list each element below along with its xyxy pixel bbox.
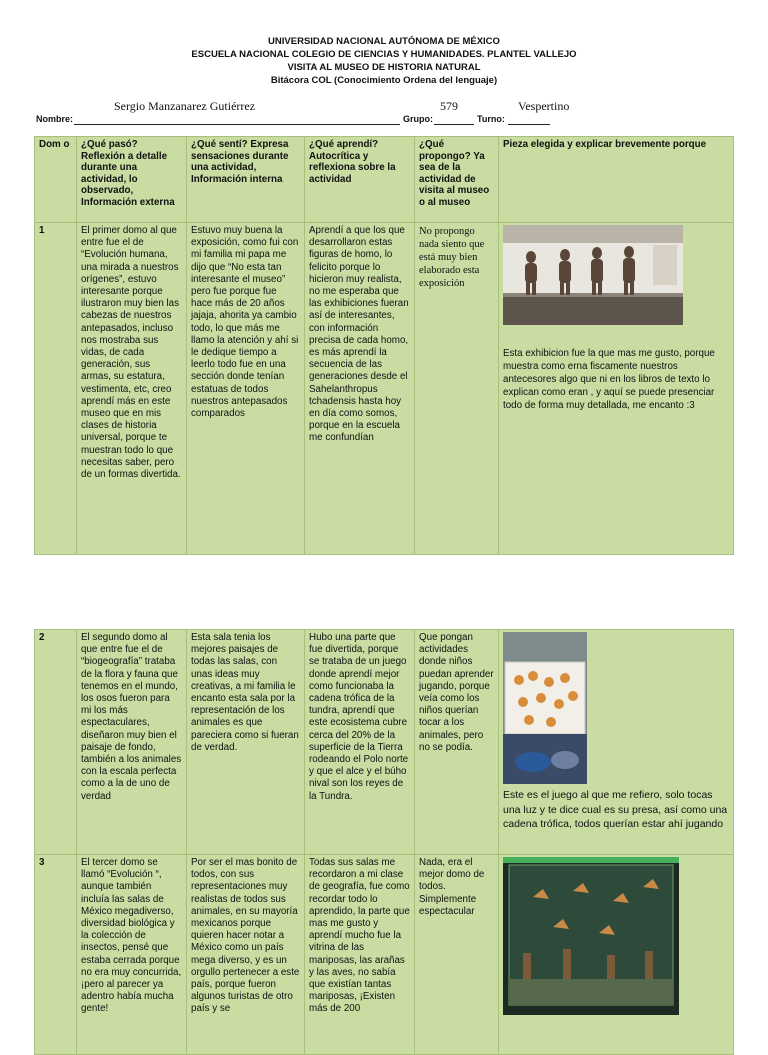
log-table-part1 [34,136,734,555]
cell-chosen-piece [499,855,734,1055]
col-header-what-learned: ¿Qué aprendí? Autocrítica y reflexiona sobre la actividad [305,137,415,223]
group-label: Grupo: [403,114,433,124]
cell-chosen-piece [499,223,734,555]
cell-what-propose: Que pongan actividades donde niños puedan aprender jugando, porque veía como los niños querían tocar a los animales, pero no se podía. [415,630,499,855]
cell-chosen-piece [499,630,734,855]
col-header-chosen-piece: Pieza elegida y explicar brevemente porque [499,137,734,223]
chosen-piece-caption: Este es el juego al que me refiero, solo tocas una luz y te dice cual es su presa, así como una cadena trófica, todos querían estar ahí jugando [503,789,728,830]
cell-what-felt: Por ser el mas bonito de todos, con sus representaciones muy realistas de todos sus animales, en su mayoría mexicanos porque quieren hacer notar a México como un país mega diverso, y es un orgullo pertenecer a este país, porque fueron algunos turistas de otro país y se [187,855,305,1055]
name-label: Nombre: [36,114,74,124]
header-log-title: Bitácora COL (Conocimiento Ordena del lenguaje) [270,75,498,86]
group-value: 579 [440,99,458,113]
cell-what-learned: Hubo una parte que fue divertida, porque se trataba de un juego donde aprendí mejor como funcionaba la cadena trófica de la tundra, aprendí que este ecosistema cubre cerca del 20% de la superficie de la Tierra rodeando el Polo norte y que el alce y el búho nival son los reyes de la Tundra. [305,630,415,855]
photo-butterfly-showcase [503,857,679,1015]
photo-hominid-statues [503,225,683,325]
shift-value: Vespertino [518,99,570,113]
table-row [35,630,734,855]
cell-what-happened: El primer domo al que entre fue el de “Evolución humana, una mirada a nuestros orígenes”, estuvo interesante porque ilustraron muy bien las cabezas de nuestros antepasados, incluso nos mostraba sus vidas, de cada generación, sus armas, su estatura, vestimenta, etc, creo aprendí más en este museo que en mis clases de historia universal, porque te muestran todo lo que necesitas saber, pero de un formas divertida. [77,223,187,555]
cell-what-learned: Todas sus salas me recordaron a mi clase de geografía, fue como recordar todo lo aprendido, la parte que mas me gusto y aprendí mucho fue la vitrina de las mariposas, las arañas y las aves, no sabía que existían tantas mariposas, ¡Existen más de 200 [305,855,415,1055]
row-number: 1 [35,223,77,555]
cell-what-propose: No propongo nada siento que está muy bien elaborado esta exposición [415,223,499,555]
col-header-what-propose: ¿Qué propongo? Ya sea de la actividad de visita al museo o al museo [415,137,499,223]
shift-line [508,124,550,125]
group-line [434,124,474,125]
header-university: UNIVERSIDAD NACIONAL AUTÓNOMA DE MÉXICO [268,36,500,47]
header-school: ESCUELA NACIONAL COLEGIO DE CIENCIAS Y HUMANIDADES. PLANTEL VALLEJO [191,49,577,60]
col-header-what-happened: ¿Qué pasó? Reflexión a detalle durante una actividad, lo observado, Información externa [77,137,187,223]
name-line [74,124,400,125]
chosen-piece-caption: Esta exhibicion fue la que mas me gusto, porque muestra como erna fiscamente nuestros antecesores algo que ni en los libros de texto lo explican como eran , y aquí se puede presenciar todo de forma muy detallada, me encanto :3 [503,348,715,411]
shift-label: Turno: [477,114,505,124]
table-row [35,855,734,1055]
header-visit: VISITA AL MUSEO DE HISTORIA NATURAL [287,62,481,73]
log-table-part2 [34,629,734,1055]
row-number: 3 [35,855,77,1055]
cell-what-happened: El tercer domo se llamó “Evolución “, aunque también incluía las salas de México megadiverso, diversidad biológica y la colección de insectos, pensé que estaba cerrada porque no era muy concurrida, ¡pero al parecer ya adentro había mucha gente! [77,855,187,1055]
table-header-row [35,137,734,223]
photo-food-chain-game [503,632,587,784]
cell-what-happened: El segundo domo al que entre fue el de “biogeografía” trataba de la flora y fauna que tenemos en el mundo, los osos fueron para mi los más espectaculares, diseñaron muy bien el paisaje de fondo, también a los animales con la escala perfecta como a la de uno de verdad [77,630,187,855]
col-header-what-felt: ¿Qué sentí? Expresa sensaciones durante una actividad, Información interna [187,137,305,223]
col-header-dome: Dom o [35,137,77,223]
cell-what-felt: Esta sala tenia los mejores paisajes de todas las salas, con unas ideas muy creativas, a mi familia le encanto esta sala por la representación de los animales es que pareciera como si fueran de verdad. [187,630,305,855]
cell-what-felt: Estuvo muy buena la exposición, como fui con mi familia mi papa me dijo que “No esta tan interesante el museo” pero fue porque fue hace más de 20 años jajaja, ahorita ya cambio todo, lo que más me llamo la atención y ahí si le dedique tiempo a leerlo todo fue en una sección donde tenían estatuas de todos nuestros antepasados comparados [187,223,305,555]
student-name-value: Sergio Manzanarez Gutiérrez [114,99,256,113]
table-row [35,223,734,555]
student-info [36,94,736,126]
cell-what-propose: Nada, era el mejor domo de todos. Simplemente espectacular [415,855,499,1055]
row-number: 2 [35,630,77,855]
cell-what-learned: Aprendí a que los que desarrollaron estas figuras de homo, lo felicito porque lo hicieron muy realista, no me esperaba que las exhibiciones fueran así de interesantes, con información precisa de cada homo, es más aprendí la secuencia de las generaciones desde el Sahelanthropus tchadensis hasta hoy en día como somos, porque en la escuela me confundían [305,223,415,555]
